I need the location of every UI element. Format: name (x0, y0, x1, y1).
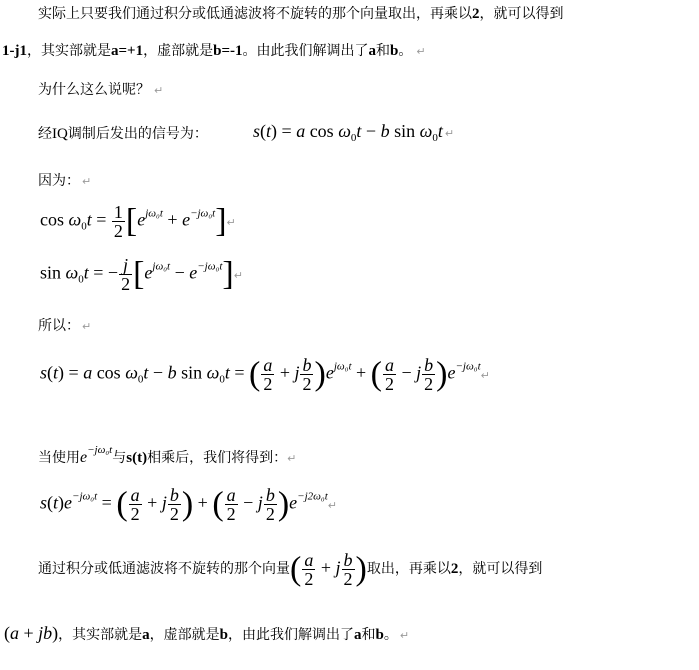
text-segment: ，就可以得到 (458, 561, 543, 577)
text-line-8: 通过积分或低通滤波将不旋转的那个向量( $\frac{a}{2}$ + j $\frac{b}{2}$ )取出，再乘以2，就可以得到 (38, 549, 543, 589)
text-segment: ，虚部就是 (149, 627, 220, 643)
text-var: a (142, 627, 150, 643)
equation-sin-identity: $\sin \omega_0t$ = − $\frac{j}{2}$ [$e^{j\omega_0t}$ − $e^{-j\omega_0t}]↵$ (40, 255, 243, 294)
text-line-3 (38, 80, 163, 100)
paragraph-mark-icon: ↵ (416, 45, 426, 58)
text-segment: 相乘后，我们将得到： (147, 450, 288, 466)
text-st: s(t) (126, 450, 148, 466)
paragraph-mark-icon: ↵ (444, 127, 455, 140)
paragraph-mark-icon: ↵ (82, 175, 92, 188)
text-value: b=-1 (213, 43, 243, 59)
text-segment: 和 (376, 43, 390, 59)
paragraph-mark-icon: ↵ (154, 84, 164, 97)
text-segment: 调制后发出的信号为： (67, 126, 208, 142)
text-segment: ，虚部就是 (143, 43, 214, 59)
paragraph-mark-icon: ↵ (233, 268, 243, 282)
paragraph-mark-icon: ↵ (226, 215, 236, 229)
text-number: 2 (450, 561, 459, 577)
text-var: a (368, 43, 376, 59)
paragraph-mark-icon: ↵ (82, 320, 92, 333)
equation-product: $s(t)e^{-j\omega_0t}$ = ( $\frac{a}{2}$ + j $\frac{b}{2}$ ) + ( $\frac{a}{2}$ − j $\frac{b}{2}$ )$e^{-j2\omega_0t}↵$ (40, 485, 337, 524)
text-segment: ，由此我们解调出了 (228, 627, 355, 643)
text-line-2 (2, 41, 426, 61)
text-line-5 (38, 171, 91, 191)
text-line-4 (38, 124, 208, 144)
text-number: 2 (472, 6, 480, 22)
equation-expanded: s(t) = a $\cos \omega_0t - b$ $\sin \omega_0t$ = ( $\frac{a}{2}$ + j $\frac{b}{2}$ )$e^{j\omega_0t}$ + ( $\frac{a}{2}$ − j $\frac{b}{2}$ )$e^{-j\omega_0t}↵$ (40, 355, 490, 394)
text-line-1 (38, 4, 564, 24)
paragraph-mark-icon: ↵ (399, 629, 410, 642)
text-segment: 通过积分或低通滤波将不旋转的那个向量 (38, 561, 290, 577)
paragraph-mark-icon: ↵ (287, 452, 297, 465)
text-segment: 所以： (38, 318, 80, 334)
text-segment: 取出，再乘以 (366, 561, 451, 577)
text-var: b (375, 627, 384, 643)
text-segment: 因为： (38, 173, 80, 189)
text-line-6 (38, 316, 91, 336)
paragraph-mark-icon: ↵ (480, 368, 490, 382)
text-segment: 经 (38, 126, 52, 142)
text-segment: 当使用 (38, 450, 80, 466)
text-var: a (354, 627, 362, 643)
equation-cos-identity: $\cos \omega_0t$ = $\frac{1}{2}$ [$e^{j\omega_0t}$ + $e^{-j\omega_0t}]↵$ (40, 202, 236, 241)
text-line-7: 当使用$e^{-j\omega_0t}$与s(t)相乘后，我们将得到：↵ (38, 444, 297, 466)
text-line-9: (a + jb)，其实部就是a，虚部就是b，由此我们解调出了a和b。 ↵ (4, 623, 410, 643)
text-segment: ，其实部就是 (58, 627, 143, 643)
text-iq: IQ (52, 126, 68, 142)
text-complex-value: 1-j1 (2, 43, 27, 59)
eq-signal-text (0, 0, 1, 1)
text-segment: 。 (383, 627, 398, 643)
text-var: b (390, 43, 399, 59)
text-segment: 。由此我们解调出了 (242, 43, 369, 59)
text-segment: 与 (112, 450, 127, 466)
text-var: b (219, 627, 229, 643)
text-segment: 和 (361, 627, 376, 643)
text-segment: ，其实部就是 (27, 43, 111, 59)
paragraph-mark-icon: ↵ (327, 498, 337, 512)
text-segment: ，就可以得到 (479, 6, 564, 22)
text-segment: 。 (398, 43, 413, 59)
equation-signal: s(t) = a $\cos \omega_0t - b$ $\sin \omega_0t$ ↵ (253, 121, 455, 144)
text-segment: 为什么这么说呢？ (38, 82, 150, 98)
text-value: a=+1 (111, 43, 144, 59)
text-segment: 实际上只要我们通过积分或低通滤波将不旋转的那个向量取出，再乘以 (38, 6, 472, 22)
